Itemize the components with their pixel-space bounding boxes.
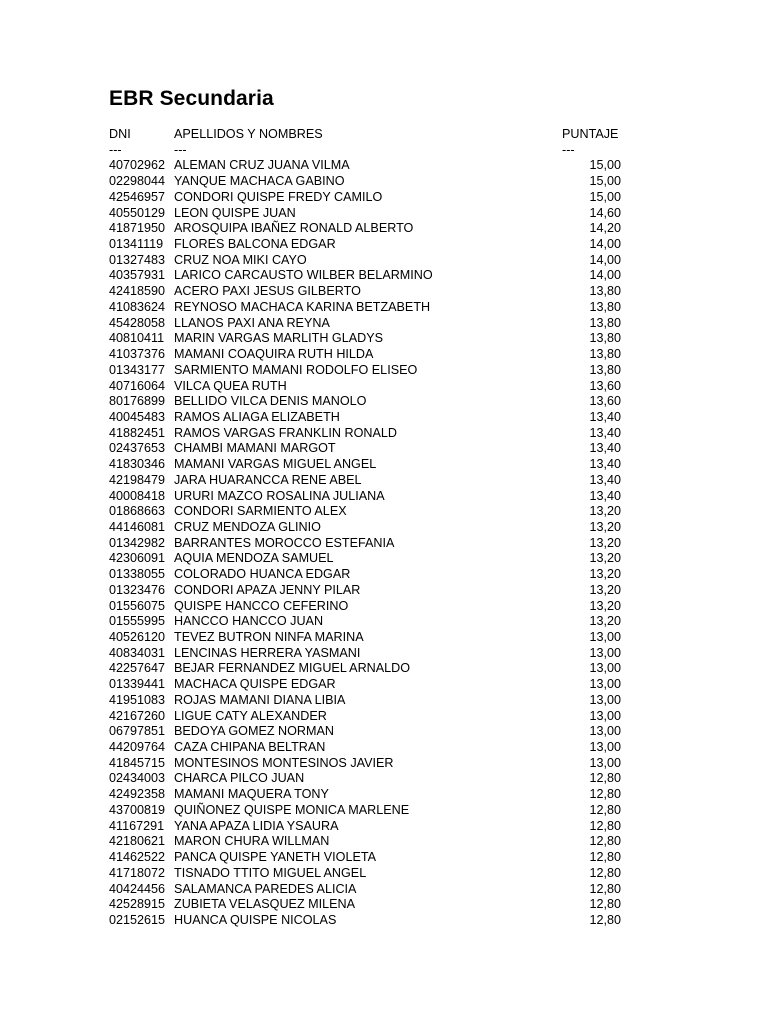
dni-cell: 01341119 [109, 237, 164, 252]
table-row [109, 473, 629, 489]
name-cell: ZUBIETA VELASQUEZ MILENA [174, 897, 356, 912]
name-cell: QUIÑONEZ QUISPE MONICA MARLENE [174, 802, 410, 817]
score-cell: 12,80 [589, 771, 621, 786]
table-row [109, 347, 629, 363]
score-cell: 13,80 [589, 299, 621, 314]
score-cell: 12,80 [589, 865, 621, 880]
table-row [109, 630, 629, 646]
dni-cell: 80176899 [109, 394, 166, 409]
table-row [109, 724, 629, 740]
name-cell: HANCCO HANCCO JUAN [174, 614, 324, 629]
table-row [109, 819, 629, 835]
dni-cell: 41882451 [109, 425, 166, 440]
table-row [109, 190, 629, 206]
name-cell: CAZA CHIPANA BELTRAN [174, 740, 326, 755]
score-cell: 12,80 [589, 897, 621, 912]
dni-cell: 40357931 [109, 268, 166, 283]
score-cell: 13,60 [589, 394, 621, 409]
dni-cell: 42492358 [109, 787, 166, 802]
name-cell: TISNADO TTITO MIGUEL ANGEL [174, 865, 367, 880]
name-cell: BARRANTES MOROCCO ESTEFANIA [174, 535, 395, 550]
name-cell: MACHACA QUISPE EDGAR [174, 677, 336, 692]
score-cell: 13,40 [589, 425, 621, 440]
name-cell: BELLIDO VILCA DENIS MANOLO [174, 394, 367, 409]
score-cell: 13,20 [589, 567, 621, 582]
name-cell: CONDORI SARMIENTO ALEX [174, 504, 347, 519]
score-cell: 13,40 [589, 457, 621, 472]
dni-cell: 42528915 [109, 897, 166, 912]
table-row [109, 866, 629, 882]
dni-cell: 42257647 [109, 661, 166, 676]
table-row [109, 787, 629, 803]
table-row [109, 268, 629, 284]
score-cell: 13,00 [589, 708, 621, 723]
table-row [109, 583, 629, 599]
table-row [109, 661, 629, 677]
dni-cell: 42546957 [109, 189, 166, 204]
header-name: APELLIDOS Y NOMBRES [174, 127, 323, 141]
table-row [109, 850, 629, 866]
table-row [109, 300, 629, 316]
score-cell: 13,20 [589, 598, 621, 613]
table-row [109, 520, 629, 536]
dni-cell: 41167291 [109, 818, 165, 833]
table-row [109, 221, 629, 237]
name-cell: CONDORI APAZA JENNY PILAR [174, 582, 361, 597]
score-cell: 12,80 [589, 850, 621, 865]
table-row [109, 913, 629, 929]
dni-cell: 41830346 [109, 457, 166, 472]
dni-cell: 01338055 [109, 567, 166, 582]
name-cell: LEON QUISPE JUAN [174, 205, 296, 220]
score-cell: 13,20 [589, 614, 621, 629]
score-cell: 13,00 [589, 692, 621, 707]
name-cell: CHARCA PILCO JUAN [174, 771, 305, 786]
dni-cell: 42306091 [109, 551, 166, 566]
name-cell: CRUZ MENDOZA GLINIO [174, 519, 321, 534]
name-cell: MAMANI COAQUIRA RUTH HILDA [174, 347, 374, 362]
table-row [109, 410, 629, 426]
score-cell: 14,00 [589, 237, 621, 252]
name-cell: TEVEZ BUTRON NINFA MARINA [174, 630, 364, 644]
score-cell: 13,80 [589, 284, 621, 299]
dni-cell: 02298044 [109, 174, 166, 189]
dni-cell: 06797851 [109, 724, 166, 739]
dni-cell: 01343177 [109, 362, 166, 377]
dni-cell: 44209764 [109, 740, 166, 755]
table-row [109, 284, 629, 300]
score-cell: 15,00 [589, 158, 621, 173]
table-row [109, 237, 629, 253]
dni-cell: 40424456 [109, 881, 166, 896]
dni-cell: 40550129 [109, 205, 166, 220]
dni-cell: 41462522 [109, 850, 166, 865]
score-cell: 13,80 [589, 315, 621, 330]
dni-cell: 01556075 [109, 598, 166, 613]
score-cell: 13,20 [589, 535, 621, 550]
dni-cell: 01339441 [109, 677, 166, 692]
name-cell: LENCINAS HERRERA YASMANI [174, 645, 361, 660]
dni-cell: 41083624 [109, 299, 166, 314]
name-cell: AROSQUIPA IBAÑEZ RONALD ALBERTO [174, 221, 414, 236]
dni-cell: 01555995 [109, 614, 166, 629]
table-row [109, 771, 629, 787]
separator-dni: --- [109, 142, 122, 157]
table-row [109, 489, 629, 505]
table-row [109, 551, 629, 567]
table-row [109, 504, 629, 520]
name-cell: MARON CHURA WILLMAN [174, 834, 330, 849]
score-cell: 12,80 [589, 787, 621, 802]
table-row [109, 646, 629, 662]
page-title: EBR Secundaria [109, 87, 274, 110]
score-cell: 14,60 [589, 205, 621, 220]
table-row [109, 206, 629, 222]
table-row [109, 599, 629, 615]
score-cell: 13,20 [589, 582, 621, 597]
name-cell: HUANCA QUISPE NICOLAS [174, 912, 337, 927]
name-cell: VILCA QUEA RUTH [174, 378, 287, 393]
name-cell: ALEMAN CRUZ JUANA VILMA [174, 158, 350, 173]
score-cell: 15,00 [589, 174, 621, 189]
name-cell: CHAMBI MAMANI MARGOT [174, 441, 336, 456]
table-body [109, 158, 629, 928]
dni-cell: 01323476 [109, 582, 166, 597]
name-cell: CONDORI QUISPE FREDY CAMILO [174, 189, 383, 204]
score-cell: 14,00 [589, 252, 621, 267]
score-cell: 13,40 [589, 441, 621, 456]
score-cell: 12,80 [589, 834, 621, 849]
name-cell: LIGUE CATY ALEXANDER [174, 708, 327, 723]
table-row [109, 363, 629, 379]
header-dni: DNI [109, 127, 131, 141]
dni-cell: 42167260 [109, 708, 166, 723]
table-header-row [109, 127, 629, 143]
score-cell: 12,80 [589, 912, 621, 927]
name-cell: MAMANI VARGAS MIGUEL ANGEL [174, 457, 377, 472]
table-row [109, 567, 629, 583]
score-cell: 13,60 [589, 378, 621, 393]
table-row [109, 536, 629, 552]
dni-cell: 41871950 [109, 221, 166, 236]
score-cell: 12,80 [589, 802, 621, 817]
dni-cell: 02437653 [109, 441, 166, 456]
score-cell: 14,20 [589, 221, 621, 236]
table-row [109, 740, 629, 756]
name-cell: YANA APAZA LIDIA YSAURA [174, 818, 339, 833]
score-cell: 13,40 [589, 409, 621, 424]
score-cell: 13,20 [589, 551, 621, 566]
separator-row [109, 143, 629, 159]
dni-cell: 01327483 [109, 252, 166, 267]
name-cell: LLANOS PAXI ANA REYNA [174, 315, 330, 330]
name-cell: MONTESINOS MONTESINOS JAVIER [174, 755, 394, 770]
dni-cell: 01868663 [109, 504, 166, 519]
score-cell: 13,00 [589, 661, 621, 676]
score-cell: 13,00 [589, 740, 621, 755]
table-row [109, 457, 629, 473]
name-cell: MARIN VARGAS MARLITH GLADYS [174, 331, 384, 346]
dni-cell: 40716064 [109, 378, 166, 393]
score-cell: 13,00 [589, 755, 621, 770]
score-cell: 13,40 [589, 472, 621, 487]
separator-name: --- [174, 142, 187, 157]
dni-cell: 02434003 [109, 771, 166, 786]
table-row [109, 253, 629, 269]
dni-cell: 41718072 [109, 865, 166, 880]
score-cell: 13,80 [589, 331, 621, 346]
score-cell: 13,00 [589, 645, 621, 660]
name-cell: AQUIA MENDOZA SAMUEL [174, 551, 334, 566]
score-cell: 13,80 [589, 347, 621, 362]
dni-cell: 42198479 [109, 472, 166, 487]
name-cell: YANQUE MACHACA GABINO [174, 174, 345, 189]
name-cell: PANCA QUISPE YANETH VIOLETA [174, 850, 377, 865]
name-cell: LARICO CARCAUSTO WILBER BELARMINO [174, 268, 433, 283]
dni-cell: 40045483 [109, 409, 166, 424]
dni-cell: 41037376 [109, 347, 166, 362]
table-row [109, 882, 629, 898]
name-cell: SALAMANCA PAREDES ALICIA [174, 881, 357, 896]
name-cell: JARA HUARANCCA RENE ABEL [174, 472, 362, 487]
score-cell: 12,80 [589, 881, 621, 896]
table-row [109, 379, 629, 395]
score-cell: 13,40 [589, 488, 621, 503]
score-cell: 13,00 [589, 630, 621, 644]
name-cell: ROJAS MAMANI DIANA LIBIA [174, 692, 346, 707]
dni-cell: 42180621 [109, 834, 166, 849]
score-cell: 15,00 [589, 189, 621, 204]
name-cell: CRUZ NOA MIKI CAYO [174, 252, 307, 267]
name-cell: COLORADO HUANCA EDGAR [174, 567, 351, 582]
table-row [109, 756, 629, 772]
dni-cell: 40526120 [109, 630, 166, 644]
score-cell: 13,20 [589, 504, 621, 519]
name-cell: QUISPE HANCCO CEFERINO [174, 598, 349, 613]
dni-cell: 01342982 [109, 535, 166, 550]
dni-cell: 43700819 [109, 802, 166, 817]
table-row [109, 316, 629, 332]
table-row [109, 394, 629, 410]
table-row [109, 331, 629, 347]
table-row [109, 897, 629, 913]
table-row [109, 834, 629, 850]
dni-cell: 44146081 [109, 519, 166, 534]
dni-cell: 41845715 [109, 755, 166, 770]
name-cell: BEJAR FERNANDEZ MIGUEL ARNALDO [174, 661, 411, 676]
name-cell: BEDOYA GOMEZ NORMAN [174, 724, 335, 739]
dni-cell: 40810411 [109, 331, 165, 346]
results-table [109, 127, 629, 929]
name-cell: SARMIENTO MAMANI RODOLFO ELISEO [174, 362, 418, 377]
table-row [109, 709, 629, 725]
score-cell: 13,00 [589, 724, 621, 739]
separator-score: --- [562, 142, 575, 157]
dni-cell: 02152615 [109, 912, 166, 927]
dni-cell: 40702962 [109, 158, 166, 173]
name-cell: ACERO PAXI JESUS GILBERTO [174, 284, 361, 299]
name-cell: RAMOS VARGAS FRANKLIN RONALD [174, 425, 397, 440]
table-row [109, 693, 629, 709]
table-row [109, 441, 629, 457]
table-row [109, 426, 629, 442]
table-row [109, 174, 629, 190]
score-cell: 13,80 [589, 362, 621, 377]
table-row [109, 677, 629, 693]
table-row [109, 158, 629, 174]
name-cell: FLORES BALCONA EDGAR [174, 237, 336, 252]
score-cell: 12,80 [589, 818, 621, 833]
header-score: PUNTAJE [562, 127, 619, 141]
name-cell: REYNOSO MACHACA KARINA BETZABETH [174, 299, 431, 314]
table-row [109, 803, 629, 819]
score-cell: 13,20 [589, 519, 621, 534]
dni-cell: 42418590 [109, 284, 166, 299]
name-cell: URURI MAZCO ROSALINA JULIANA [174, 488, 385, 503]
table-row [109, 614, 629, 630]
score-cell: 14,00 [589, 268, 621, 283]
dni-cell: 40834031 [109, 645, 166, 660]
dni-cell: 40008418 [109, 488, 166, 503]
score-cell: 13,00 [589, 677, 621, 692]
dni-cell: 45428058 [109, 315, 166, 330]
dni-cell: 41951083 [109, 692, 166, 707]
name-cell: MAMANI MAQUERA TONY [174, 787, 329, 802]
name-cell: RAMOS ALIAGA ELIZABETH [174, 409, 340, 424]
